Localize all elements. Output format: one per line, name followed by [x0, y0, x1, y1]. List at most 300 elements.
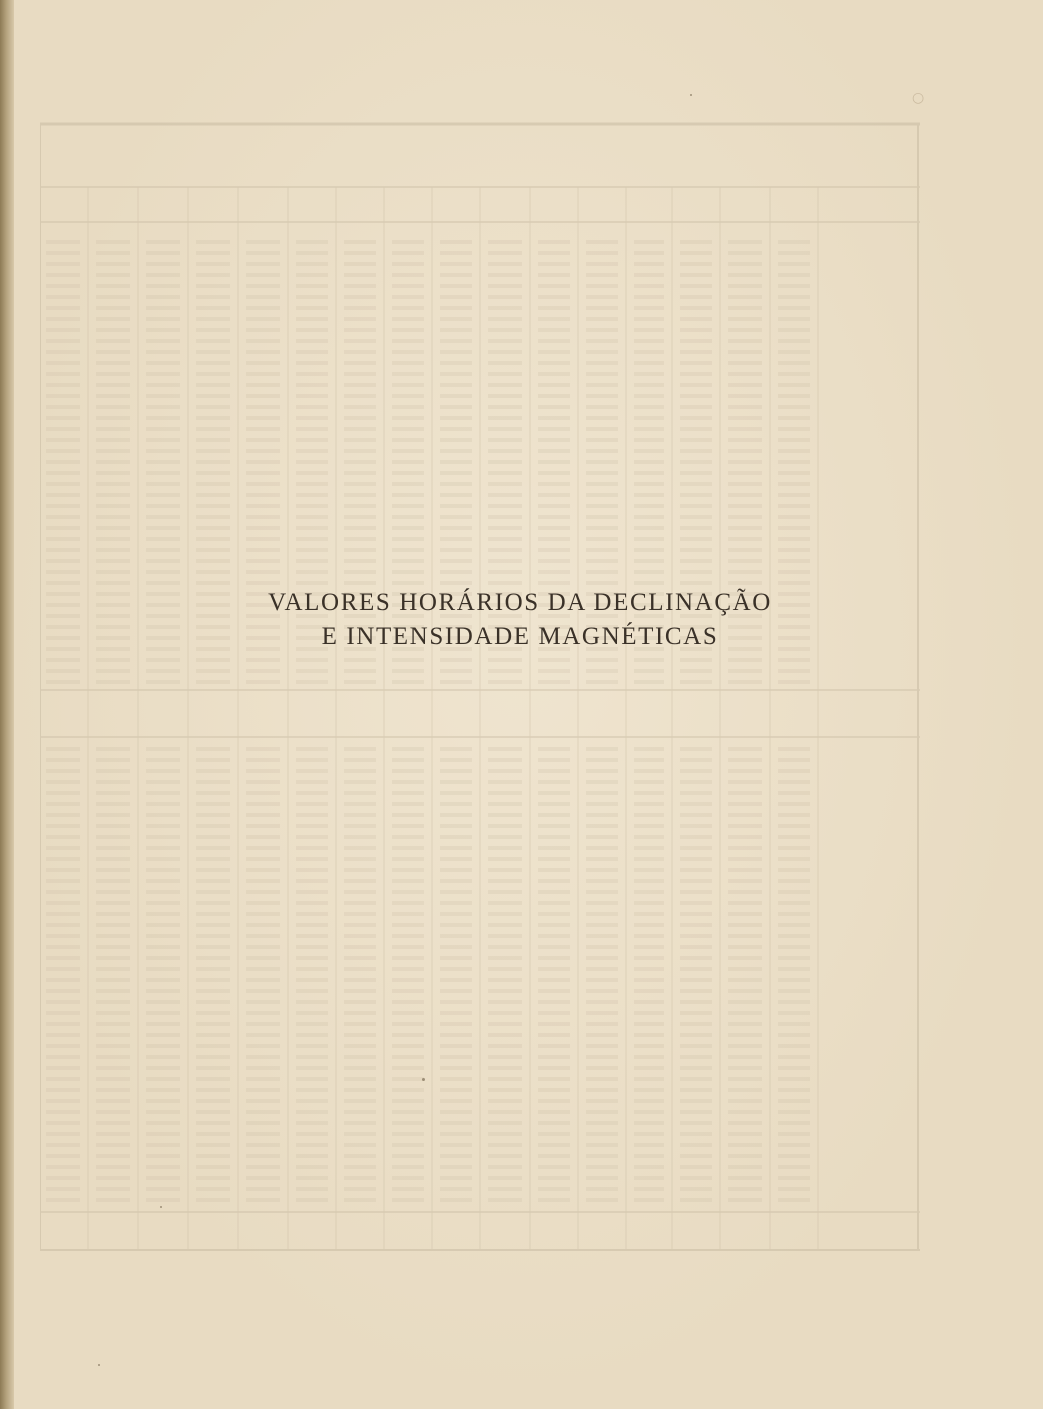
bleed-digit-smudge	[296, 1198, 328, 1202]
bleed-digit-smudge	[488, 350, 522, 354]
bleed-digit-smudge	[488, 405, 522, 409]
bleed-digit-smudge	[246, 780, 280, 784]
bleed-digit-smudge	[146, 460, 180, 464]
bleed-digit-smudge	[96, 1088, 130, 1092]
bleed-digit-smudge	[634, 1187, 664, 1191]
bleed-digit-smudge	[96, 769, 130, 773]
bleed-digit-smudge	[392, 372, 424, 376]
bleed-digit-smudge	[296, 802, 328, 806]
bleed-digit-smudge	[46, 934, 80, 938]
bleed-digit-smudge	[196, 934, 230, 938]
bleed-digit-smudge	[586, 802, 618, 806]
bleed-digit-smudge	[146, 680, 180, 684]
bleed-digit-smudge	[680, 1077, 712, 1081]
bleed-digit-smudge	[196, 1099, 230, 1103]
bleed-digit-smudge	[196, 868, 230, 872]
bleed-digit-smudge	[96, 438, 130, 442]
bleed-digit-smudge	[538, 680, 570, 684]
bleed-digit-smudge	[586, 1011, 618, 1015]
bleed-digit-smudge	[296, 1099, 328, 1103]
bleed-digit-smudge	[296, 273, 328, 277]
bleed-digit-smudge	[392, 1088, 424, 1092]
bleed-digit-smudge	[728, 1132, 762, 1136]
bleed-digit-smudge	[196, 1187, 230, 1191]
bleed-digit-smudge	[586, 1077, 618, 1081]
bleed-digit-smudge	[146, 1176, 180, 1180]
bleed-digit-smudge	[634, 581, 664, 585]
bleed-digit-smudge	[634, 1154, 664, 1158]
bleed-digit-smudge	[634, 1088, 664, 1092]
bleed-digit-smudge	[440, 1121, 472, 1125]
bleed-digit-smudge	[488, 890, 522, 894]
bleed-digit-smudge	[778, 868, 810, 872]
bleed-digit-smudge	[728, 394, 762, 398]
bleed-digit-smudge	[344, 559, 376, 563]
bleed-digit-smudge	[344, 879, 376, 883]
bleed-digit-smudge	[146, 1110, 180, 1114]
bleed-digit-smudge	[440, 1198, 472, 1202]
bleed-digit-smudge	[196, 383, 230, 387]
bleed-digit-smudge	[488, 1011, 522, 1015]
bleed-digit-smudge	[296, 394, 328, 398]
bleed-digit-smudge	[146, 559, 180, 563]
bleed-digit-smudge	[392, 967, 424, 971]
bleed-digit-smudge	[778, 680, 810, 684]
bleed-digit-smudge	[586, 460, 618, 464]
bleed-digit-smudge	[488, 868, 522, 872]
bleed-digit-smudge	[634, 1132, 664, 1136]
bleed-digit-smudge	[46, 780, 80, 784]
bleed-digit-smudge	[46, 802, 80, 806]
bleed-digit-smudge	[728, 427, 762, 431]
bleed-digit-smudge	[488, 295, 522, 299]
bleed-digit-smudge	[96, 945, 130, 949]
bleed-digit-smudge	[680, 945, 712, 949]
bleed-digit-smudge	[146, 934, 180, 938]
bleed-digit-smudge	[392, 1055, 424, 1059]
bleed-digit-smudge	[196, 780, 230, 784]
bleed-digit-smudge	[344, 769, 376, 773]
bleed-digit-smudge	[46, 967, 80, 971]
bleed-digit-smudge	[488, 967, 522, 971]
bleed-digit-smudge	[488, 493, 522, 497]
bleed-digit-smudge	[586, 471, 618, 475]
bleed-digit-smudge	[146, 1022, 180, 1026]
bleed-digit-smudge	[392, 273, 424, 277]
bleed-digit-smudge	[96, 284, 130, 288]
bleed-digit-smudge	[392, 306, 424, 310]
bleed-digit-smudge	[778, 306, 810, 310]
bleed-digit-smudge	[96, 1077, 130, 1081]
bleed-digit-smudge	[196, 251, 230, 255]
bleed-digit-smudge	[440, 240, 472, 244]
bleed-digit-smudge	[680, 449, 712, 453]
bleed-digit-smudge	[392, 438, 424, 442]
bleed-digit-smudge	[586, 1198, 618, 1202]
bleed-digit-smudge	[46, 1154, 80, 1158]
bleed-digit-smudge	[634, 758, 664, 762]
bleed-digit-smudge	[46, 824, 80, 828]
bleed-digit-smudge	[538, 251, 570, 255]
bleed-digit-smudge	[680, 758, 712, 762]
bleed-digit-smudge	[296, 537, 328, 541]
bleed-digit-smudge	[538, 328, 570, 332]
bleed-digit-smudge	[392, 680, 424, 684]
bleed-digit-smudge	[634, 394, 664, 398]
bleed-digit-smudge	[778, 780, 810, 784]
bleed-digit-smudge	[344, 1022, 376, 1026]
bleed-digit-smudge	[96, 614, 130, 618]
bleed-digit-smudge	[680, 1165, 712, 1169]
bleed-digit-smudge	[488, 1132, 522, 1136]
bleed-digit-smudge	[196, 1044, 230, 1048]
bleed-digit-smudge	[146, 394, 180, 398]
bleed-digit-smudge	[680, 791, 712, 795]
bleed-digit-smudge	[586, 1187, 618, 1191]
bleed-digit-smudge	[680, 912, 712, 916]
bleed-digit-smudge	[728, 1033, 762, 1037]
bleed-digit-smudge	[296, 482, 328, 486]
bleed-digit-smudge	[538, 394, 570, 398]
bleed-digit-smudge	[634, 1066, 664, 1070]
bleed-digit-smudge	[46, 791, 80, 795]
bleed-digit-smudge	[488, 658, 522, 662]
bleed-digit-smudge	[146, 515, 180, 519]
bleed-digit-smudge	[296, 515, 328, 519]
bleed-digit-smudge	[440, 471, 472, 475]
bleed-digit-smudge	[196, 989, 230, 993]
bleed-digit-smudge	[634, 372, 664, 376]
bleed-digit-smudge	[296, 1165, 328, 1169]
bleed-digit-smudge	[246, 879, 280, 883]
bleed-digit-smudge	[634, 1022, 664, 1026]
bleed-digit-smudge	[196, 328, 230, 332]
bleed-digit-smudge	[46, 295, 80, 299]
bleed-digit-smudge	[440, 559, 472, 563]
bleed-digit-smudge	[246, 405, 280, 409]
bleed-digit-smudge	[680, 361, 712, 365]
bleed-digit-smudge	[778, 658, 810, 662]
bleed-digit-smudge	[680, 780, 712, 784]
bleed-digit-smudge	[778, 284, 810, 288]
bleed-digit-smudge	[634, 1143, 664, 1147]
bleed-digit-smudge	[296, 1143, 328, 1147]
bleed-digit-smudge	[488, 559, 522, 563]
bleed-digit-smudge	[728, 912, 762, 916]
bleed-digit-smudge	[778, 350, 810, 354]
bleed-digit-smudge	[344, 295, 376, 299]
bleed-digit-smudge	[680, 1198, 712, 1202]
bleed-digit-smudge	[96, 328, 130, 332]
bleed-digit-smudge	[728, 559, 762, 563]
bleed-digit-smudge	[728, 824, 762, 828]
bleed-digit-smudge	[586, 846, 618, 850]
bleed-digit-smudge	[392, 460, 424, 464]
bleed-digit-smudge	[392, 383, 424, 387]
bleed-digit-smudge	[344, 1121, 376, 1125]
bleed-digit-smudge	[344, 669, 376, 673]
bleed-digit-smudge	[146, 967, 180, 971]
bleed-digit-smudge	[440, 460, 472, 464]
bleed-digit-smudge	[728, 295, 762, 299]
bleed-digit-smudge	[634, 339, 664, 343]
bleed-digit-smudge	[538, 427, 570, 431]
bleed-digit-smudge	[344, 449, 376, 453]
bleed-digit-smudge	[586, 515, 618, 519]
bleed-digit-smudge	[246, 1044, 280, 1048]
bleed-digit-smudge	[586, 1099, 618, 1103]
bleed-digit-smudge	[392, 1022, 424, 1026]
bleed-digit-smudge	[680, 1055, 712, 1059]
bleed-digit-smudge	[488, 548, 522, 552]
bleed-digit-smudge	[586, 1044, 618, 1048]
bleed-digit-smudge	[778, 1033, 810, 1037]
bleed-digit-smudge	[46, 890, 80, 894]
bleed-digit-smudge	[344, 1154, 376, 1158]
bleed-digit-smudge	[296, 504, 328, 508]
bleed-digit-smudge	[634, 504, 664, 508]
bleed-digit-smudge	[344, 416, 376, 420]
bleed-digit-smudge	[392, 1066, 424, 1070]
bleed-digit-smudge	[538, 967, 570, 971]
bleed-digit-smudge	[680, 559, 712, 563]
bleed-digit-smudge	[680, 1154, 712, 1158]
bleed-digit-smudge	[196, 438, 230, 442]
bleed-digit-smudge	[196, 471, 230, 475]
bleed-digit-smudge	[728, 350, 762, 354]
bleed-digit-smudge	[728, 383, 762, 387]
bleed-digit-smudge	[538, 824, 570, 828]
bleed-digit-smudge	[488, 438, 522, 442]
bleed-digit-smudge	[586, 559, 618, 563]
bleed-digit-smudge	[728, 1187, 762, 1191]
bleed-digit-smudge	[586, 438, 618, 442]
bleed-digit-smudge	[344, 780, 376, 784]
bleed-digit-smudge	[146, 857, 180, 861]
bleed-digit-smudge	[586, 570, 618, 574]
bleed-digit-smudge	[392, 449, 424, 453]
bleed-digit-smudge	[728, 1154, 762, 1158]
bleed-digit-smudge	[96, 471, 130, 475]
bleed-digit-smudge	[538, 1022, 570, 1026]
bleed-digit-smudge	[246, 1099, 280, 1103]
bleed-digit-smudge	[96, 647, 130, 651]
bleed-digit-smudge	[440, 923, 472, 927]
bleed-digit-smudge	[96, 780, 130, 784]
bleed-digit-smudge	[680, 989, 712, 993]
bleed-digit-smudge	[488, 427, 522, 431]
bleed-digit-smudge	[440, 669, 472, 673]
bleed-digit-smudge	[246, 989, 280, 993]
bleed-digit-smudge	[778, 967, 810, 971]
bleed-digit-smudge	[344, 945, 376, 949]
bleed-digit-smudge	[538, 956, 570, 960]
bleed-digit-smudge	[586, 912, 618, 916]
bleed-digit-smudge	[296, 846, 328, 850]
bleed-digit-smudge	[246, 978, 280, 982]
bleed-digit-smudge	[246, 747, 280, 751]
bleed-digit-smudge	[46, 416, 80, 420]
bleed-digit-smudge	[728, 835, 762, 839]
bleed-digit-smudge	[196, 306, 230, 310]
bleed-digit-smudge	[488, 802, 522, 806]
bleed-digit-smudge	[392, 1143, 424, 1147]
bleed-digit-smudge	[440, 956, 472, 960]
bleed-digit-smudge	[392, 295, 424, 299]
bleed-digit-smudge	[196, 1011, 230, 1015]
bleed-digit-smudge	[778, 813, 810, 817]
bleed-digit-smudge	[728, 747, 762, 751]
bleed-digit-smudge	[586, 361, 618, 365]
bleed-digit-smudge	[296, 1088, 328, 1092]
bleed-digit-smudge	[146, 1077, 180, 1081]
bleed-digit-smudge	[296, 967, 328, 971]
bleed-digit-smudge	[680, 581, 712, 585]
bleed-digit-smudge	[146, 273, 180, 277]
bleed-digit-smudge	[296, 438, 328, 442]
bleed-digit-smudge	[344, 758, 376, 762]
bleed-digit-smudge	[634, 493, 664, 497]
bleed-digit-smudge	[46, 603, 80, 607]
bleed-digit-smudge	[96, 857, 130, 861]
bleed-digit-smudge	[586, 284, 618, 288]
bleed-digit-smudge	[296, 857, 328, 861]
bleed-digit-smudge	[344, 317, 376, 321]
bleed-digit-smudge	[146, 295, 180, 299]
bleed-digit-smudge	[634, 284, 664, 288]
bleed-digit-smudge	[680, 1022, 712, 1026]
bleed-digit-smudge	[46, 570, 80, 574]
bleed-digit-smudge	[46, 515, 80, 519]
bleed-digit-smudge	[778, 471, 810, 475]
bleed-digit-smudge	[96, 482, 130, 486]
bleed-digit-smudge	[146, 427, 180, 431]
bleed-digit-smudge	[488, 1033, 522, 1037]
bleed-digit-smudge	[146, 240, 180, 244]
bleed-digit-smudge	[246, 460, 280, 464]
bleed-digit-smudge	[680, 835, 712, 839]
bleed-digit-smudge	[440, 1022, 472, 1026]
bleed-digit-smudge	[296, 1066, 328, 1070]
bleed-digit-smudge	[440, 427, 472, 431]
bleed-digit-smudge	[680, 1044, 712, 1048]
bleed-digit-smudge	[488, 1198, 522, 1202]
bleed-digit-smudge	[296, 1022, 328, 1026]
bleed-digit-smudge	[778, 1121, 810, 1125]
bleed-digit-smudge	[296, 934, 328, 938]
bleed-digit-smudge	[344, 1165, 376, 1169]
bleed-digit-smudge	[586, 868, 618, 872]
bleed-digit-smudge	[778, 912, 810, 916]
bleed-digit-smudge	[728, 460, 762, 464]
bleed-digit-smudge	[778, 504, 810, 508]
bleed-digit-smudge	[586, 383, 618, 387]
bleed-digit-smudge	[96, 658, 130, 662]
bleed-digit-smudge	[538, 1110, 570, 1114]
bleed-digit-smudge	[680, 1110, 712, 1114]
bleed-digit-smudge	[586, 350, 618, 354]
bleed-digit-smudge	[586, 504, 618, 508]
bleed-digit-smudge	[538, 890, 570, 894]
bleed-digit-smudge	[246, 284, 280, 288]
bleed-digit-smudge	[680, 427, 712, 431]
bleed-digit-smudge	[296, 879, 328, 883]
bleed-digit-smudge	[778, 1110, 810, 1114]
bleed-digit-smudge	[440, 537, 472, 541]
bleed-digit-smudge	[728, 934, 762, 938]
bleed-digit-smudge	[488, 846, 522, 850]
bleed-digit-smudge	[196, 427, 230, 431]
bleed-digit-smudge	[296, 791, 328, 795]
bleed-digit-smudge	[392, 405, 424, 409]
bleed-digit-smudge	[488, 1187, 522, 1191]
bleed-digit-smudge	[488, 515, 522, 519]
bleed-digit-smudge	[778, 317, 810, 321]
bleed-digit-smudge	[488, 901, 522, 905]
bleed-digit-smudge	[440, 780, 472, 784]
bleed-digit-smudge	[46, 339, 80, 343]
bleed-digit-smudge	[538, 912, 570, 916]
bleed-digit-smudge	[538, 1187, 570, 1191]
bleed-digit-smudge	[392, 1132, 424, 1136]
bleed-digit-smudge	[680, 1099, 712, 1103]
bleed-digit-smudge	[392, 504, 424, 508]
bleed-digit-smudge	[246, 901, 280, 905]
bleed-digit-smudge	[634, 295, 664, 299]
bleed-digit-smudge	[96, 1176, 130, 1180]
bleed-digit-smudge	[778, 758, 810, 762]
bleed-digit-smudge	[344, 1044, 376, 1048]
bleed-digit-smudge	[680, 438, 712, 442]
bleed-digit-smudge	[146, 658, 180, 662]
bleed-digit-smudge	[46, 1198, 80, 1202]
bleed-digit-smudge	[728, 537, 762, 541]
bleed-digit-smudge	[344, 240, 376, 244]
bleed-digit-smudge	[728, 1011, 762, 1015]
bleed-digit-smudge	[46, 769, 80, 773]
bleed-digit-smudge	[538, 317, 570, 321]
bleed-digit-smudge	[196, 1110, 230, 1114]
bleed-digit-smudge	[586, 758, 618, 762]
bleed-digit-smudge	[440, 747, 472, 751]
bleed-digit-smudge	[586, 273, 618, 277]
bleed-digit-smudge	[392, 317, 424, 321]
bleed-digit-smudge	[634, 1055, 664, 1059]
bleed-digit-smudge	[586, 317, 618, 321]
bleed-digit-smudge	[778, 570, 810, 574]
bleed-digit-smudge	[728, 1022, 762, 1026]
bleed-digit-smudge	[440, 1000, 472, 1004]
bleed-digit-smudge	[246, 482, 280, 486]
bleed-digit-smudge	[296, 1110, 328, 1114]
bleed-digit-smudge	[586, 835, 618, 839]
bleed-digit-smudge	[146, 912, 180, 916]
bleed-digit-smudge	[344, 383, 376, 387]
bleed-digit-smudge	[488, 471, 522, 475]
bleed-digit-smudge	[46, 945, 80, 949]
bleed-digit-smudge	[246, 890, 280, 894]
bleed-digit-smudge	[46, 1088, 80, 1092]
bleed-digit-smudge	[680, 526, 712, 530]
bleed-digit-smudge	[728, 372, 762, 376]
bleed-digit-smudge	[46, 284, 80, 288]
bleed-digit-smudge	[246, 1022, 280, 1026]
bleed-digit-smudge	[392, 923, 424, 927]
bleed-digit-smudge	[146, 1099, 180, 1103]
bleed-digit-smudge	[392, 1110, 424, 1114]
bleed-digit-smudge	[46, 526, 80, 530]
bleed-digit-smudge	[246, 449, 280, 453]
